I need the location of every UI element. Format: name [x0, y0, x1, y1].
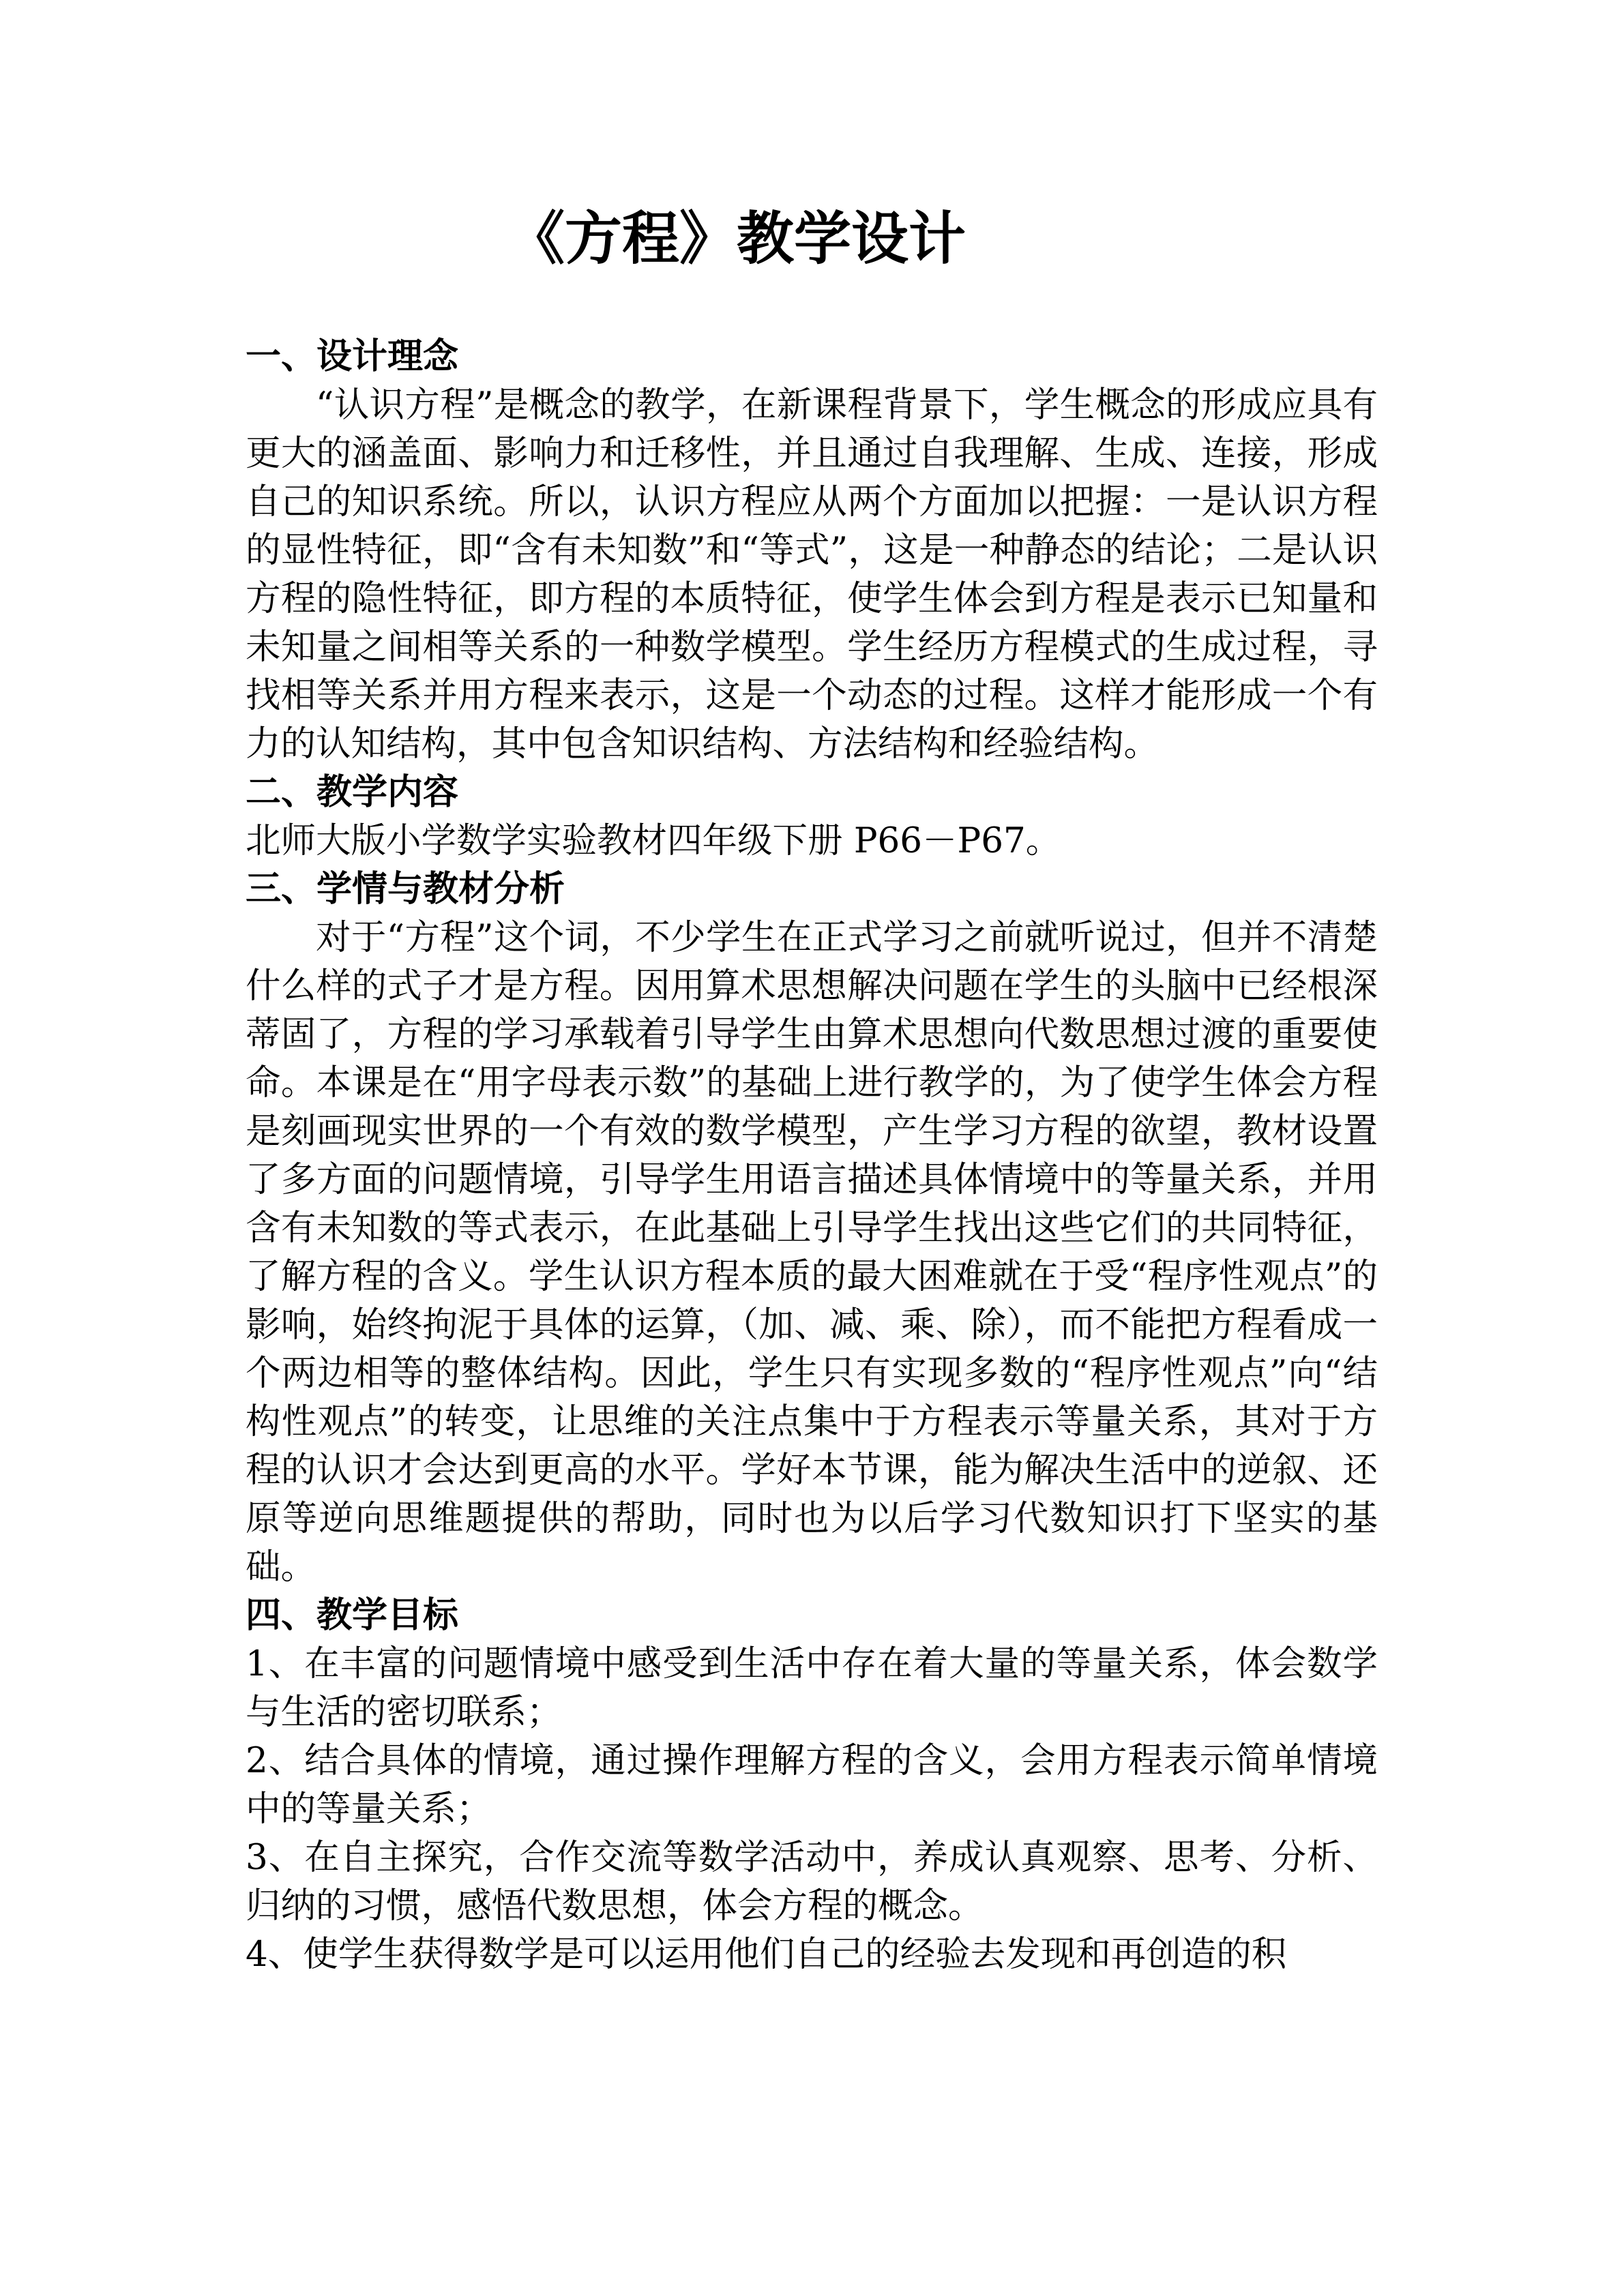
- section-heading-design-concept: 一、设计理念: [246, 336, 459, 377]
- section-heading-analysis: 三、学情与教材分析: [246, 869, 565, 910]
- teaching-goal-item: 1、在丰富的问题情境中感受到生活中存在着大量的等量关系，体会数学与生活的密切联系；: [246, 1643, 1378, 1733]
- analysis-paragraph: 对于“方程”这个词，不少学生在正式学习之前就听说过，但并不清楚什么样的式子才是方程。因用算术思想解决问题在学生的头脑中已经根深蒂固了，方程的学习承载着引导学生由算术思想向代数思想过渡的重要使命。本课是在“用字母表示数”的基础上进行教学的，为了使学生体会方程是刻画现实世界的一个有效的数学模型，产生学习方程的欲望，教材设置了多方面的问题情境，引导学生用语言描述具体情境中的等量关系，并用含有未知数的等式表示，在此基础上引导学生找出这些它们的共同特征，了解方程的含义。学生认识方程本质的最大困难就在于受“程序性观点”的影响，始终拘泥于具体的运算，（加、减、乘、除），而不能把方程看成一个两边相等的整体结构。因此，学生只有实现多数的“程序性观点”向“结构性观点”的转变，让思维的关注点集中于方程表示等量关系，其对于方程的认识才会达到更高的水平。学好本节课，能为解决生活中的逆叙、还原等逆向思维题提供的帮助，同时也为以后学习代数知识打下坚实的基础。: [246, 917, 1378, 1587]
- teaching-goal-item: 3、在自主探究，合作交流等数学活动中，养成认真观察、思考、分析、归纳的习惯，感悟代数思想，体会方程的概念。: [246, 1837, 1378, 1926]
- document-title: 《方程》教学设计: [507, 205, 966, 272]
- document-page: [246, 198, 1378, 1979]
- design-concept-paragraph: “认识方程”是概念的教学，在新课程背景下，学生概念的形成应具有更大的涵盖面、影响力和迁移性，并且通过自我理解、生成、连接，形成自己的知识系统。所以，认识方程应从两个方面加以把握：一是认识方程的显性特征，即“含有未知数”和“等式”，这是一种静态的结论；二是认识方程的隐性特征，即方程的本质特征，使学生体会到方程是表示已知量和未知量之间相等关系的一种数学模型。学生经历方程模式的生成过程，寻找相等关系并用方程来表示，这是一个动态的过程。这样才能形成一个有力的认知结构，其中包含知识结构、方法结构和经验结构。: [246, 385, 1378, 764]
- section-heading-teaching-content: 二、教学内容: [246, 772, 459, 813]
- teaching-goal-item: 4、使学生获得数学是可以运用他们自己的经验去发现和再创造的积: [246, 1934, 1287, 1975]
- teaching-content-paragraph: 北师大版小学数学实验教材四年级下册 P66－P67。: [246, 820, 1061, 861]
- section-heading-teaching-goals: 四、教学目标: [246, 1595, 459, 1636]
- teaching-goal-item: 2、结合具体的情境，通过操作理解方程的含义，会用方程表示简单情境中的等量关系；: [246, 1740, 1378, 1830]
